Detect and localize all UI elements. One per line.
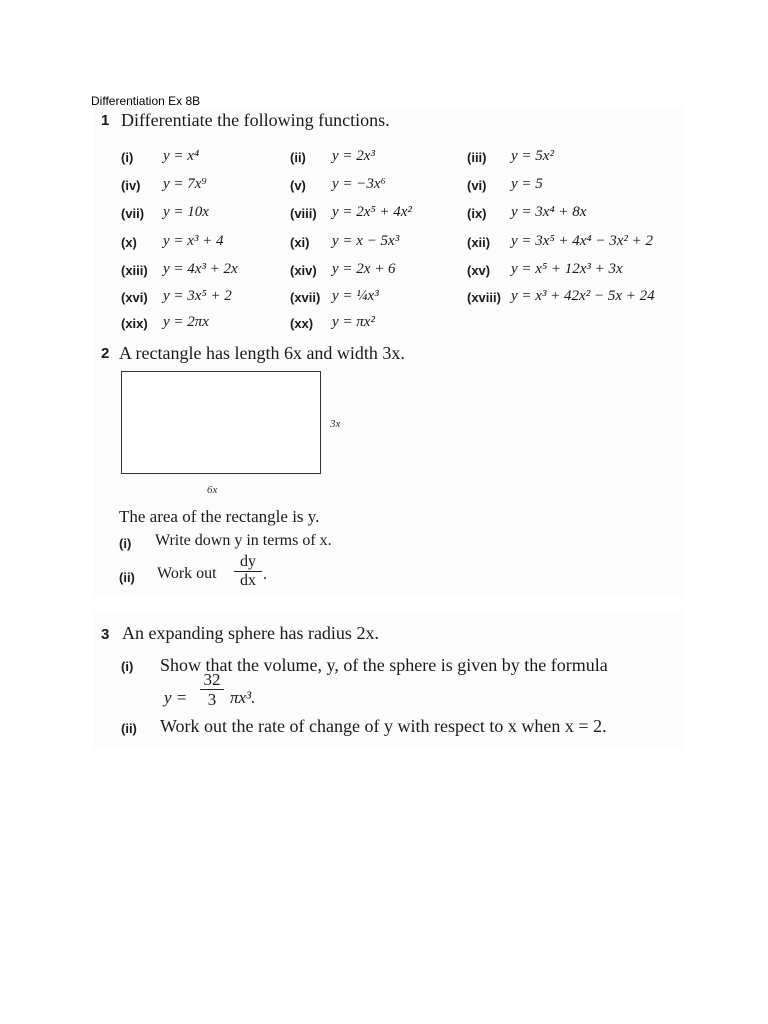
question-1-item-expression: y = x⁴ xyxy=(163,148,200,164)
question-1-item-label: (v) xyxy=(290,178,306,193)
formula-denominator: 3 xyxy=(207,690,217,709)
formula-rhs: πx³. xyxy=(230,688,256,707)
question-1-item-label: (x) xyxy=(121,235,137,250)
question-1-item-expression: y = 2πx xyxy=(163,314,209,330)
question-1-item-label: (xii) xyxy=(467,235,491,250)
question-1-item-label: (xi) xyxy=(290,235,310,250)
question-1-item-expression: y = x − 5x³ xyxy=(332,233,400,249)
question-1-item-expression: y = 10x xyxy=(163,204,209,220)
formula-numerator: 32 xyxy=(203,670,221,689)
question-1-item-expression: y = πx² xyxy=(332,314,375,330)
question-3-part-ii-label: (ii) xyxy=(121,721,137,736)
question-2-area-text: The area of the rectangle is y. xyxy=(119,507,320,526)
question-1-item-expression: y = 5x² xyxy=(511,148,554,164)
formula-fraction xyxy=(200,671,224,708)
question-1-item-label: (xiii) xyxy=(121,263,148,278)
question-1-item-label: (xvi) xyxy=(121,290,148,305)
fraction-denominator: dx xyxy=(240,572,256,589)
question-1-item-expression: y = 2x + 6 xyxy=(332,261,396,277)
period: . xyxy=(263,566,267,583)
question-1-item-expression: y = −3x⁶ xyxy=(332,176,386,192)
question-1-item-label: (iv) xyxy=(121,178,141,193)
question-1-item-expression: y = 2x⁵ + 4x² xyxy=(332,204,412,220)
question-1-item-label: (iii) xyxy=(467,150,487,165)
question-3-number: 3 xyxy=(101,626,110,643)
question-1-item-label: (xx) xyxy=(290,316,314,331)
question-1-number: 1 xyxy=(101,112,110,129)
question-1-item-label: (vi) xyxy=(467,178,487,193)
question-2-part-ii-text: Work out xyxy=(157,565,217,582)
question-3-part-i-text: Show that the volume, y, of the sphere is given by the formula xyxy=(160,655,608,675)
question-1-item-label: (xvii) xyxy=(290,290,321,305)
dy-dx-fraction xyxy=(234,554,262,589)
question-1-item-label: (xiv) xyxy=(290,263,317,278)
question-1-item-expression: y = 3x⁵ + 2 xyxy=(163,288,232,304)
rectangle-diagram xyxy=(121,371,321,474)
question-1-item-label: (xv) xyxy=(467,263,491,278)
question-2-number: 2 xyxy=(101,345,110,362)
question-1-item-expression: y = x³ + 42x² − 5x + 24 xyxy=(511,288,655,304)
rectangle-width-label: 3x xyxy=(330,418,341,430)
question-1-item-label: (viii) xyxy=(290,206,317,221)
question-1-item-label: (vii) xyxy=(121,206,145,221)
question-2-part-ii-label: (ii) xyxy=(119,570,135,585)
question-1-item-expression: y = 7x⁹ xyxy=(163,176,207,192)
question-1-item-label: (xix) xyxy=(121,316,148,331)
question-2-part-i-text: Write down y in terms of x. xyxy=(155,532,332,549)
question-2-part-i-label: (i) xyxy=(119,536,132,551)
rectangle-length-label: 6x xyxy=(207,484,218,496)
question-3-text: An expanding sphere has radius 2x. xyxy=(122,623,379,643)
question-1-item-expression: y = 3x⁵ + 4x⁴ − 3x² + 2 xyxy=(511,233,654,249)
question-1-item-label: (ii) xyxy=(290,150,306,165)
formula-lhs: y = xyxy=(164,688,188,707)
question-1-item-expression: y = x⁵ + 12x³ + 3x xyxy=(511,261,623,277)
question-1-item-expression: y = 3x⁴ + 8x xyxy=(511,204,587,220)
fraction-numerator: dy xyxy=(240,553,256,570)
question-2-text: A rectangle has length 6x and width 3x. xyxy=(119,343,405,363)
question-1-item-expression: y = 2x³ xyxy=(332,148,375,164)
question-1-item-expression: y = 5 xyxy=(511,176,543,192)
question-3-part-i-label: (i) xyxy=(121,659,134,674)
question-1-item-expression: y = ¼x³ xyxy=(332,288,379,304)
question-1-item-label: (xviii) xyxy=(467,290,501,305)
question-1-item-expression: y = 4x³ + 2x xyxy=(163,261,238,277)
question-1-item-label: (ix) xyxy=(467,206,487,221)
question-1-item-expression: y = x³ + 4 xyxy=(163,233,224,249)
question-1-text: Differentiate the following functions. xyxy=(121,110,390,130)
question-3-part-ii-text: Work out the rate of change of y with respect to x when x = 2. xyxy=(160,716,607,736)
document-title: Differentiation Ex 8B xyxy=(91,94,201,108)
question-1-item-label: (i) xyxy=(121,150,134,165)
